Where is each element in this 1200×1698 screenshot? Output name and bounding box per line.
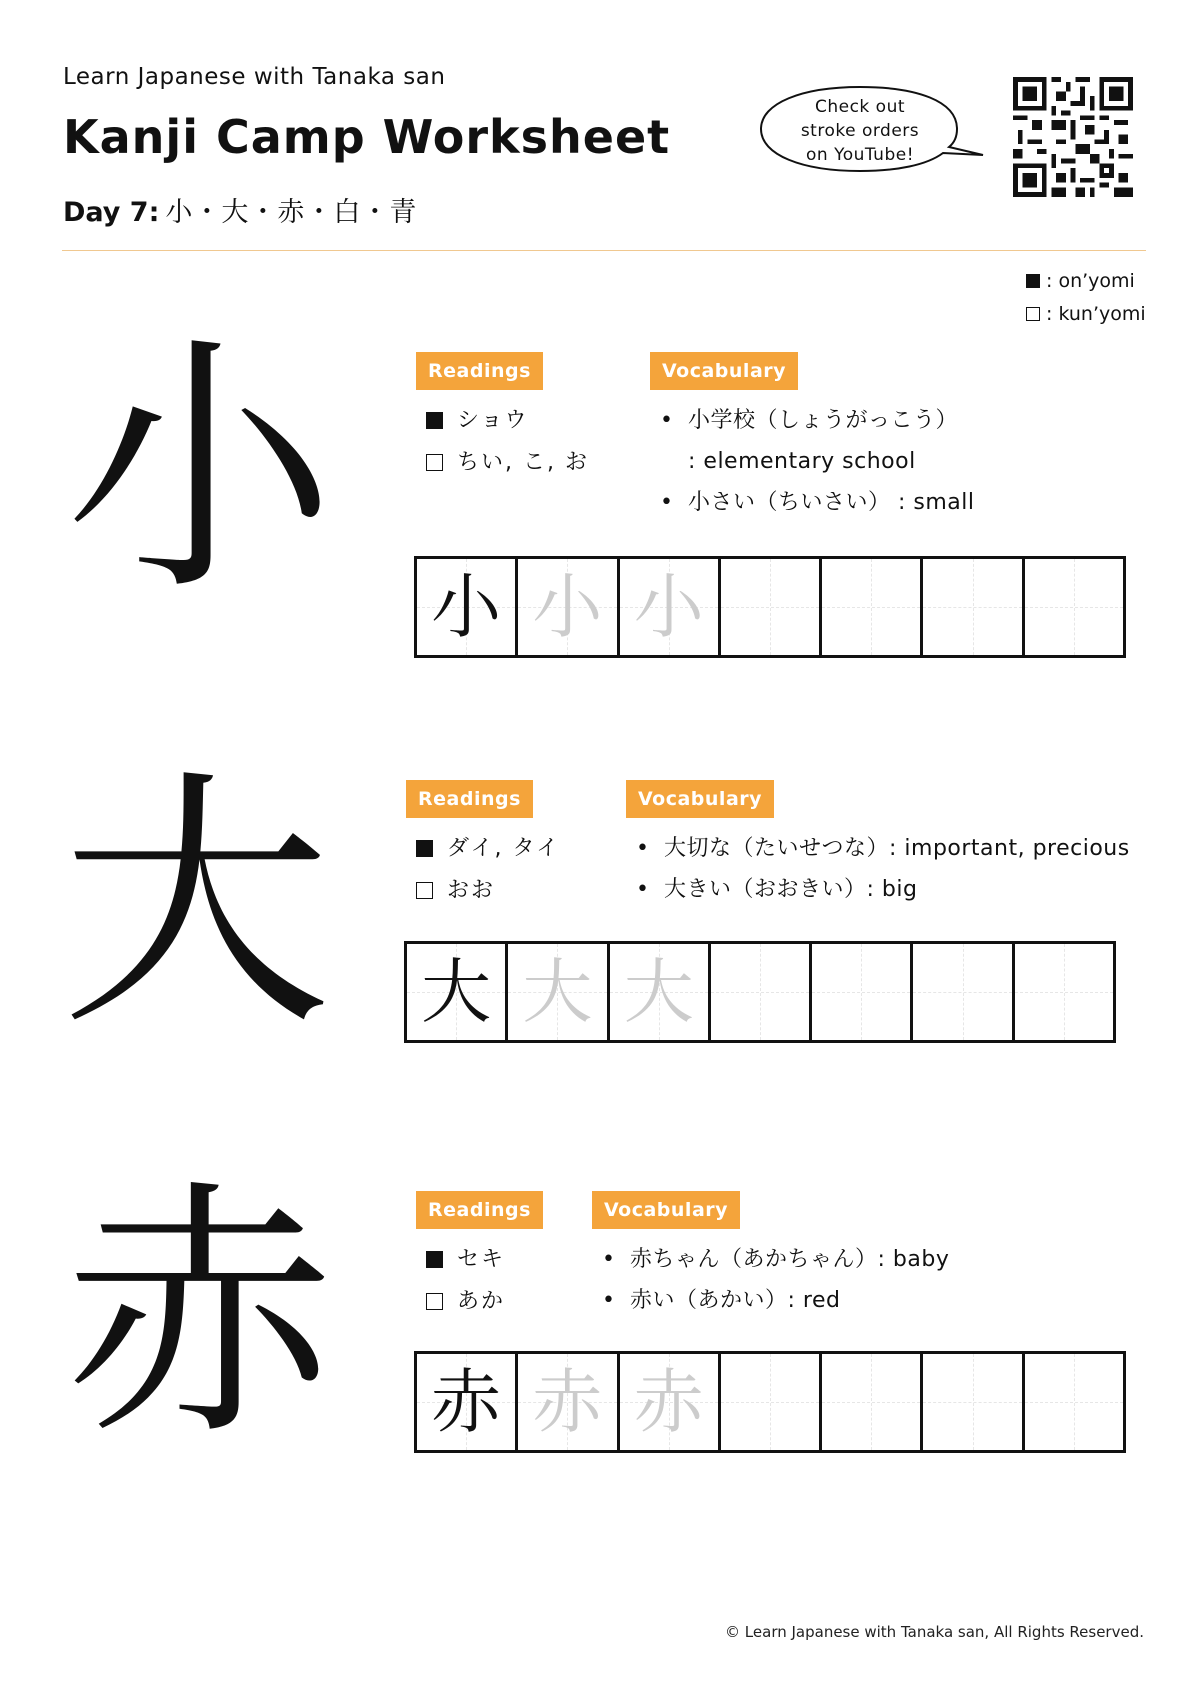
kunyomi-text: あか (457, 1289, 506, 1314)
vocab-item: • 小学校（しょうがっこう） (660, 408, 959, 433)
practice-grid (404, 941, 1116, 1043)
vocab-meaning: : elementary school (688, 449, 916, 474)
vocab-item: • 赤い（あかい）: red (602, 1288, 841, 1313)
kunyomi-reading (416, 870, 495, 912)
vocab-term: 赤ちゃん（あかちゃん）: baby (630, 1247, 950, 1272)
practice-cell-blank[interactable] (708, 944, 809, 1040)
worksheet-subtitle: Learn Japanese with Tanaka san (63, 64, 446, 90)
empty-square-icon (426, 1293, 443, 1310)
reading-legend (1026, 265, 1146, 331)
bubble-line-1: Check out (814, 97, 906, 117)
practice-cell-blank[interactable] (920, 559, 1021, 655)
kanji-large-aka: 赤 (65, 1157, 335, 1472)
readings-tag: Readings (416, 352, 543, 390)
filled-square-icon (1026, 274, 1040, 288)
practice-cell-blank[interactable] (819, 559, 920, 655)
bubble-line-3: on YouTube! (805, 145, 915, 165)
vocab-term: 小さい（ちいさい） : small (688, 490, 975, 515)
practice-cell-blank[interactable] (910, 944, 1011, 1040)
vocab-term: 大切な（たいせつな）: important, precious (664, 836, 1130, 861)
day-label: Day 7: (63, 197, 160, 228)
kunyomi-reading (426, 1281, 505, 1323)
day-kanji-list: 小・大・赤・白・青 (165, 197, 418, 228)
practice-cell-blank[interactable] (718, 559, 819, 655)
practice-grid (414, 556, 1126, 658)
practice-cell-trace[interactable]: 赤 (617, 1354, 718, 1450)
practice-cell-trace[interactable]: 赤 (515, 1354, 616, 1450)
onyomi-reading (426, 1239, 505, 1281)
vocab-list (636, 828, 1130, 910)
vocab-item: • 小さい（ちいさい） : small (660, 490, 975, 515)
practice-cell-model: 大 (407, 944, 505, 1040)
vocab-term: 小学校（しょうがっこう） (688, 408, 959, 433)
readings-tag: Readings (416, 1191, 543, 1229)
kanji-large-sho: 小 (65, 312, 335, 627)
practice-cell-blank[interactable] (1022, 1354, 1123, 1450)
kanji-large-dai: 大 (61, 747, 331, 1062)
vocabulary-tag: Vocabulary (592, 1191, 740, 1229)
copyright-notice: © Learn Japanese with Tanaka san, All Rights Reserved. (725, 1623, 1144, 1641)
vocabulary-tag: Vocabulary (650, 352, 798, 390)
practice-cell-blank[interactable] (819, 1354, 920, 1450)
practice-cell-trace[interactable]: 小 (515, 559, 616, 655)
filled-square-icon (416, 840, 433, 857)
legend-onyomi (1026, 265, 1146, 298)
vocab-term: 赤い（あかい）: red (630, 1288, 841, 1313)
qr-code-icon[interactable] (1013, 77, 1133, 197)
practice-cell-blank[interactable] (920, 1354, 1021, 1450)
readings-tag: Readings (406, 780, 533, 818)
practice-grid (414, 1351, 1126, 1453)
worksheet-title: Kanji Camp Worksheet (63, 110, 671, 164)
kunyomi-text: おお (447, 878, 496, 903)
vocab-list (660, 400, 975, 523)
practice-cell-blank[interactable] (1012, 944, 1113, 1040)
empty-square-icon (416, 882, 433, 899)
legend-onyomi-label: : on’yomi (1046, 270, 1135, 292)
practice-cell-trace[interactable]: 小 (617, 559, 718, 655)
legend-kunyomi-label: : kun’yomi (1046, 303, 1146, 325)
vocab-item: • 大切な（たいせつな）: important, precious (636, 836, 1130, 861)
practice-cell-blank[interactable] (1022, 559, 1123, 655)
onyomi-text: ショウ (457, 408, 529, 433)
vocab-item: • 大きい（おおきい）: big (636, 877, 918, 902)
practice-cell-trace[interactable]: 大 (607, 944, 708, 1040)
practice-cell-blank[interactable] (718, 1354, 819, 1450)
onyomi-text: ダイ, タイ (447, 836, 561, 861)
bubble-line-2: stroke orders (800, 121, 920, 141)
onyomi-reading (426, 400, 529, 442)
practice-cell-model: 小 (417, 559, 515, 655)
practice-cell-blank[interactable] (809, 944, 910, 1040)
day-heading (63, 190, 417, 229)
legend-kunyomi (1026, 298, 1146, 331)
empty-square-icon (1026, 307, 1040, 321)
filled-square-icon (426, 1251, 443, 1268)
onyomi-reading (416, 828, 560, 870)
practice-cell-trace[interactable]: 大 (505, 944, 606, 1040)
practice-cell-model: 赤 (417, 1354, 515, 1450)
vocabulary-tag: Vocabulary (626, 780, 774, 818)
vocab-term: 大きい（おおきい）: big (664, 877, 918, 902)
header-divider (62, 250, 1146, 251)
empty-square-icon (426, 454, 443, 471)
kunyomi-reading (426, 442, 589, 484)
vocab-list (602, 1239, 949, 1321)
filled-square-icon (426, 412, 443, 429)
onyomi-text: セキ (457, 1247, 506, 1272)
youtube-speech-bubble (757, 83, 963, 175)
vocab-item: • 赤ちゃん（あかちゃん）: baby (602, 1247, 950, 1272)
kunyomi-text: ちい, こ, お (457, 450, 589, 475)
